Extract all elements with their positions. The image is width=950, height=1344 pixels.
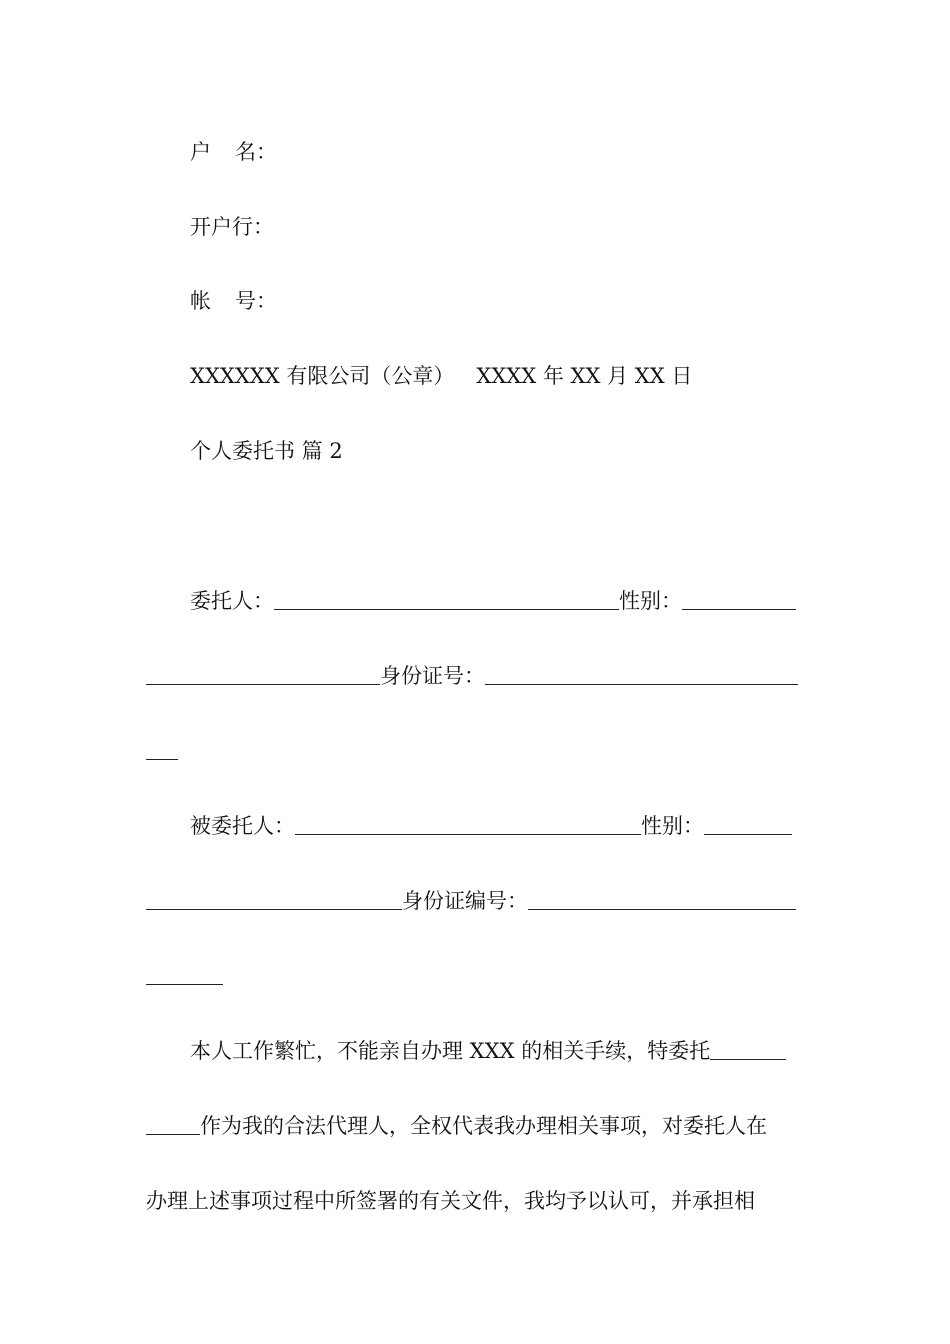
- body-text-1: 本人工作繁忙，不能亲自办理 XXX 的相关手续，特委托: [190, 1039, 711, 1063]
- principal-id-blank-cont: [146, 739, 178, 760]
- principal-row: [190, 586, 808, 616]
- body-paragraph-line-1: [190, 1036, 808, 1066]
- principal-name-blank: [274, 589, 619, 610]
- body-text-3: 办理上述事项过程中所签署的有关文件，我均予以认可，并承担相: [146, 1189, 755, 1213]
- agent-gender-blank: [704, 814, 792, 835]
- agent-id-row: [146, 886, 808, 916]
- agent-gender-blank-cont: [146, 889, 402, 910]
- company-seal-text: XXXXXX 有限公司（公章）: [190, 364, 455, 388]
- signature-date: XXXX 年 XX 月 XX 日: [476, 364, 693, 388]
- body-paragraph-line-3: [146, 1186, 808, 1216]
- account-name-label-a: 户: [190, 140, 211, 164]
- entrusted-person-blank-cont: [146, 1114, 200, 1135]
- agent-id-continuation: [146, 961, 808, 991]
- principal-gender-label: 性别：: [619, 589, 682, 613]
- agent-id-blank-cont: [146, 964, 223, 985]
- principal-label: 委托人：: [190, 589, 274, 613]
- agent-row: [190, 811, 808, 841]
- entrusted-person-blank: [710, 1039, 786, 1060]
- section-title: [190, 436, 808, 466]
- agent-label: 被委托人：: [190, 814, 295, 838]
- principal-gender-blank-cont: [146, 664, 380, 685]
- agent-gender-label: 性别：: [641, 814, 704, 838]
- account-name-label-b: 名：: [235, 140, 277, 164]
- principal-id-row: [146, 661, 808, 691]
- account-number-label-b: 号：: [235, 289, 277, 313]
- principal-id-label: 身份证号：: [380, 664, 485, 688]
- signature-row: [190, 361, 808, 391]
- agent-id-label: 身份证编号：: [402, 889, 528, 913]
- section-title-text: 个人委托书 篇 2: [190, 439, 343, 463]
- principal-id-continuation: [146, 736, 808, 766]
- account-number-row: [190, 286, 808, 316]
- principal-gender-blank: [682, 589, 796, 610]
- account-name-row: [190, 137, 808, 167]
- principal-id-blank: [485, 664, 798, 685]
- body-paragraph-line-2: [146, 1111, 808, 1141]
- account-number-label-a: 帐: [190, 289, 211, 313]
- bank-name-row: [190, 212, 808, 242]
- body-text-2: 作为我的合法代理人，全权代表我办理相关事项，对委托人在: [200, 1114, 767, 1138]
- bank-name-label: 开户行：: [190, 215, 274, 239]
- agent-id-blank: [528, 889, 796, 910]
- agent-name-blank: [295, 814, 641, 835]
